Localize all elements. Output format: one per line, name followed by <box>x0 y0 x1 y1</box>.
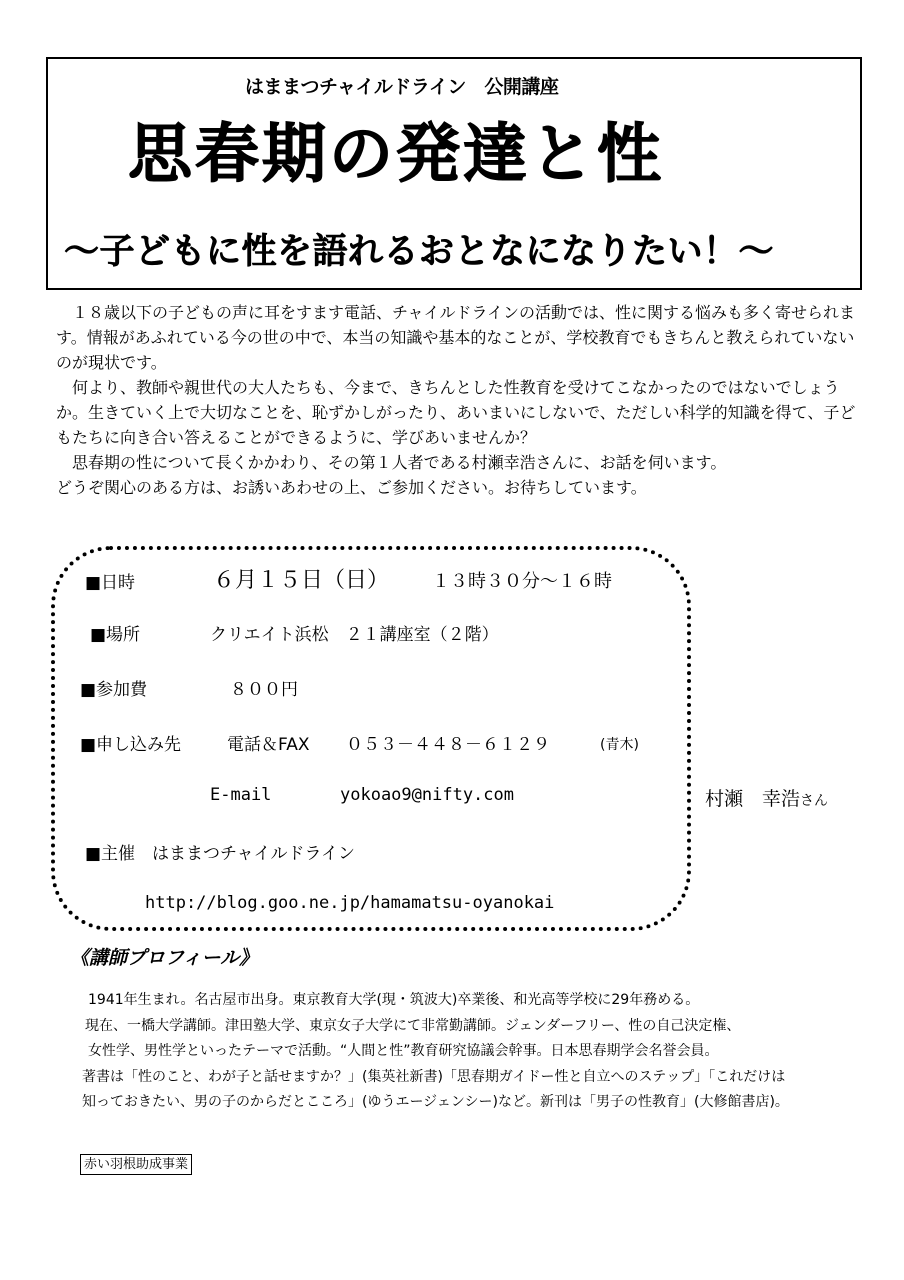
intro-paragraph: 何より、教師や親世代の大人たちも、今まで、きちんとした性教育を受けてこなかったのではないでしょうか。生きていく上で大切なことを、恥ずかしがったり、あいまいにしないで、ただしい科学的知識を得て、子どもたちに向き合い答えることができるように、学びあいませんか？ <box>56 378 856 447</box>
date-label: ■日時 <box>85 573 136 593</box>
apply-contact-name: (青木) <box>600 737 639 753</box>
apply-phone-number: ０５３－４４８－６１２９ <box>346 735 550 755</box>
profile-text <box>82 988 872 1116</box>
intro-paragraph: 思春期の性について長くかかわり、その第１人者である村瀬幸浩さんに、お話を伺います。 <box>56 453 727 472</box>
main-title: 思春期の発達と性 <box>128 118 664 192</box>
place-value: クリエイト浜松 ２１講座室（２階） <box>210 625 499 645</box>
sub-title: ～子どもに性を語れるおとなになりたい！～ <box>64 232 775 272</box>
intro-paragraph: １８歳以下の子どもの声に耳をすます電話、チャイルドラインの活動では、性に関する悩みも多く寄せられます。情報があふれている今の世の中で、本当の知識や基本的なことが、学校教育でもきちんと教えられていないのが現状です。 <box>56 303 856 372</box>
profile-line: 現在、一橋大学講師。津田塾大学、東京女子大学にて非常勤講師。ジェンダーフリー、性の自己決定権、 <box>85 1017 741 1034</box>
lecturer-name <box>705 784 828 811</box>
footer-note: 赤い羽根助成事業 <box>80 1154 192 1175</box>
host-label: ■主催 はままつチャイルドライン <box>85 844 356 864</box>
org-title: はままつチャイルドライン 公開講座 <box>245 76 559 98</box>
email-link[interactable]: yokoao9@nifty.com <box>340 785 514 805</box>
time-value: １３時３０分～１６時 <box>432 571 612 592</box>
profile-line: 知っておきたい、男の子のからだとこころ」(ゆうエージェンシー)など。新刊は「男子の性教育」(大修館書店)。 <box>82 1094 789 1110</box>
apply-tel-label: 電話＆FAX <box>227 735 310 755</box>
intro-text <box>56 300 856 500</box>
host-url-link[interactable]: http://blog.goo.ne.jp/hamamatsu-oyanokai <box>145 893 555 913</box>
place-label: ■場所 <box>90 625 141 645</box>
intro-paragraph: どうぞ関心のある方は、お誘いあわせの上、ご参加ください。お待ちしています。 <box>56 478 647 497</box>
email-label: E-mail <box>210 785 272 805</box>
profile-line: 著書は「性のこと、わが子と話せますか？」(集英社新書)「思春期ガイドー性と自立へのステップ」「これだけは <box>82 1068 786 1085</box>
fee-value: ８００円 <box>230 680 298 700</box>
profile-heading: 《講師プロフィール》 <box>70 947 259 969</box>
profile-line: 女性学、男性学といったテーマで活動。“人間と性”教育研究協議会幹事。日本思春期学会名誉会員。 <box>88 1043 719 1059</box>
fee-label: ■参加費 <box>80 680 148 700</box>
profile-line: 1941年生まれ。名古屋市出身。東京教育大学(現・筑波大)卒業後、和光高等学校に29年務める。 <box>88 992 700 1008</box>
lecturer-honorific: さん <box>800 793 829 809</box>
date-value: ６月１５日（日） <box>213 568 390 593</box>
lecturer-name-text: 村瀬 幸浩 <box>705 788 801 810</box>
apply-label: ■申し込み先 <box>80 735 182 755</box>
